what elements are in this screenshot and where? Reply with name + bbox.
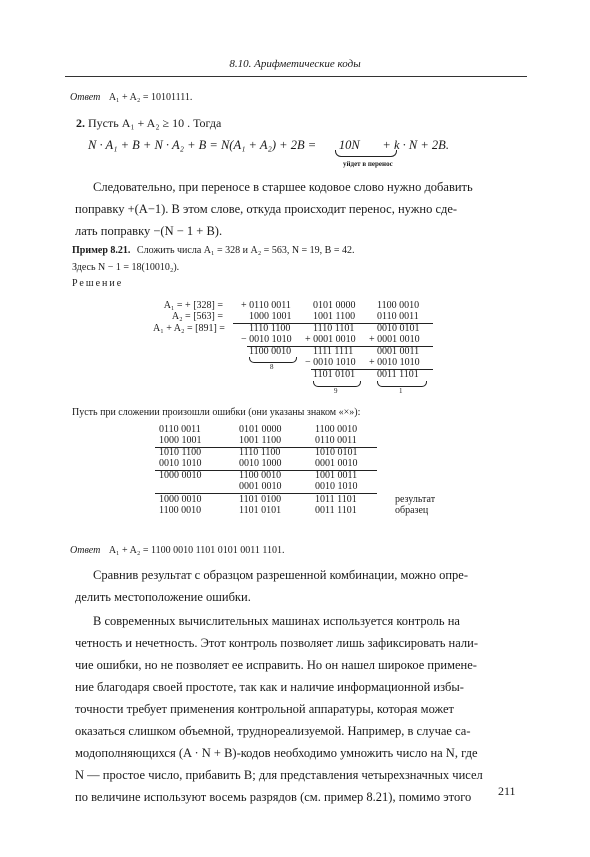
paragraph-2 bbox=[75, 564, 531, 608]
calc1-brace-label: 1 bbox=[399, 387, 403, 395]
para1-line: Следовательно, при переносе в старшее кодовое слово нужно добавить bbox=[93, 180, 473, 194]
calc1-cell: 0001 0011 bbox=[377, 346, 420, 357]
calc1-cell: 1110 1100 bbox=[249, 323, 291, 334]
calc1-cell: 1101 0101 bbox=[313, 369, 356, 380]
calc1-cell: 0110 0011 bbox=[377, 311, 419, 322]
calc1-cell: 1001 1100 bbox=[313, 311, 356, 322]
calc1-cell: 1111 1111 bbox=[313, 346, 354, 357]
para3-line: по величине используют восемь разрядов (см. пример 8.21), помимо этого bbox=[75, 790, 472, 804]
answer-line-2 bbox=[70, 545, 284, 556]
calc1-cell: + 0001 0010 bbox=[369, 334, 420, 345]
calc1-cell: 1110 1101 bbox=[313, 323, 355, 334]
answer-line-1 bbox=[70, 92, 192, 103]
calc1-cell: 1100 0010 bbox=[377, 300, 420, 311]
calc2-cell: 1110 1100 bbox=[239, 447, 281, 458]
calc2-cell: 1101 0100 bbox=[239, 494, 282, 505]
answer-text: A₁ + A₂ = 10101111. bbox=[108, 92, 193, 103]
calc1-cell: 0010 0101 bbox=[377, 323, 420, 334]
calc1-label: A₂ = [563] = bbox=[171, 311, 223, 322]
equation-underlabel: уйдет в перенос bbox=[343, 160, 393, 168]
answer-label: Ответ bbox=[70, 92, 101, 103]
calc2-cell: 1011 1101 bbox=[315, 494, 357, 505]
example-line bbox=[72, 245, 355, 256]
calc2-cell: 0011 1101 bbox=[315, 505, 357, 516]
calc2-note: результат bbox=[395, 494, 436, 505]
equation-rest: + k · N + 2B. bbox=[382, 138, 449, 152]
paragraph-1 bbox=[75, 176, 531, 242]
equation-underbrace bbox=[335, 150, 397, 157]
calc2-cell: 0001 0010 bbox=[239, 481, 282, 492]
para3-line: модополняющихся (A · N + B)-кодов необходимо умножить число на N, где bbox=[75, 746, 478, 760]
calc2-cell: 1010 0101 bbox=[315, 447, 358, 458]
paragraph-3 bbox=[75, 610, 531, 808]
calc2-cell: 0101 0000 bbox=[239, 424, 282, 435]
example-text: Сложить числа A₁ = 328 и A₂ = 563, N = 19, B = 42. bbox=[136, 245, 355, 256]
calc2-cell: 0110 0011 bbox=[159, 424, 201, 435]
calc2-cell: 0010 1000 bbox=[239, 458, 282, 469]
case-text: Пусть A₁ + A₂ ≥ 10 . Тогда bbox=[88, 116, 222, 130]
errors-note: Пусть при сложении произошли ошибки (они указаны знаком «×»): bbox=[72, 407, 361, 418]
calc1-cell: − 0010 1010 bbox=[305, 357, 356, 368]
calc1-label: A₁ + A₂ = [891] = bbox=[153, 323, 225, 334]
calc1-label: A₁ = + [328] = bbox=[163, 300, 223, 311]
para3-line: точности требует применения контрольной аппаратуры, которая может bbox=[75, 702, 455, 716]
para3-line: В современных вычислительных машинах используется контроль на bbox=[93, 614, 460, 628]
para3-line: N — простое число, прибавить B; для представления четырехзначных чисел bbox=[75, 768, 483, 782]
calc1-cell: 1100 0010 bbox=[249, 346, 292, 357]
calc1-cell: 0101 0000 bbox=[313, 300, 356, 311]
example-title: Пример 8.21. bbox=[72, 245, 131, 256]
equation-main: N · A₁ + B + N · A₂ + B = N(A₁ + A₂) + 2B = bbox=[88, 138, 317, 152]
calc2-cell: 1010 1100 bbox=[159, 447, 202, 458]
answer-text: A₁ + A₂ = 1100 0010 1101 0101 0011 1101. bbox=[108, 545, 285, 556]
calc2-cell: 0110 0011 bbox=[315, 435, 357, 446]
calc2-cell: 1100 0010 bbox=[159, 505, 202, 516]
para3-line: оказаться слишком объемной, труднореализуемой. Например, в случае са- bbox=[75, 724, 471, 738]
calc2-note: образец bbox=[395, 505, 429, 516]
answer-label: Ответ bbox=[70, 545, 101, 556]
para2-line: делить местоположение ошибки. bbox=[75, 590, 251, 604]
calc2-cell: 0010 1010 bbox=[315, 481, 358, 492]
para2-line: Сравнив результат с образцом разрешенной комбинации, можно опре- bbox=[93, 568, 468, 582]
calc2-cell: 0010 1010 bbox=[159, 458, 202, 469]
calc2-cell: 0001 0010 bbox=[315, 458, 358, 469]
calc1-cell: − 0010 1010 bbox=[241, 334, 292, 345]
calc2-cell: 1000 0010 bbox=[159, 470, 202, 481]
calc1-cell: 0011 1101 bbox=[377, 369, 419, 380]
para1-line: лать поправку −(N − 1 + B). bbox=[75, 224, 223, 238]
here-line: Здесь N − 1 = 18(10010₂). bbox=[72, 262, 180, 273]
header-rule bbox=[65, 76, 527, 77]
calc2-cell: 1001 0011 bbox=[315, 470, 358, 481]
para3-line: чие ошибки, но не позволяет ее исправить. Но он нашел широкое примене- bbox=[75, 658, 477, 672]
calc1-cell: + 0010 1010 bbox=[369, 357, 420, 368]
calc1-cell: + 0001 0010 bbox=[305, 334, 356, 345]
solution-heading: Решение bbox=[72, 278, 124, 289]
calc2-cell: 1101 0101 bbox=[239, 505, 282, 516]
calc2-cell: 1100 0010 bbox=[315, 424, 358, 435]
calc2-cell: 1100 0010 bbox=[239, 470, 282, 481]
running-header: 8.10. Арифметические коды bbox=[229, 58, 361, 70]
para3-line: ние благодаря своей простоте, так как и наличие информационной избы- bbox=[75, 680, 464, 694]
page-number: 211 bbox=[498, 784, 516, 798]
calc1-cell: + 0110 0011 bbox=[241, 300, 291, 311]
case-number: 2. bbox=[76, 116, 85, 130]
para3-line: четность и нечетность. Этот контроль позволяет лишь зафиксировать нали- bbox=[75, 636, 478, 650]
calc1-brace-label: 8 bbox=[270, 363, 274, 371]
calc1-brace-label: 9 bbox=[334, 387, 338, 395]
equation-term: 10N bbox=[338, 138, 360, 152]
case-2-line bbox=[76, 116, 221, 131]
calc2-cell: 1000 0010 bbox=[159, 494, 202, 505]
calc2-cell: 1001 1100 bbox=[239, 435, 282, 446]
para1-line: поправку +(A−1). В этом слове, откуда происходит перенос, нужно сде- bbox=[75, 202, 458, 216]
calc2-cell: 1000 1001 bbox=[159, 435, 202, 446]
calc1-cell: 1000 1001 bbox=[249, 311, 292, 322]
